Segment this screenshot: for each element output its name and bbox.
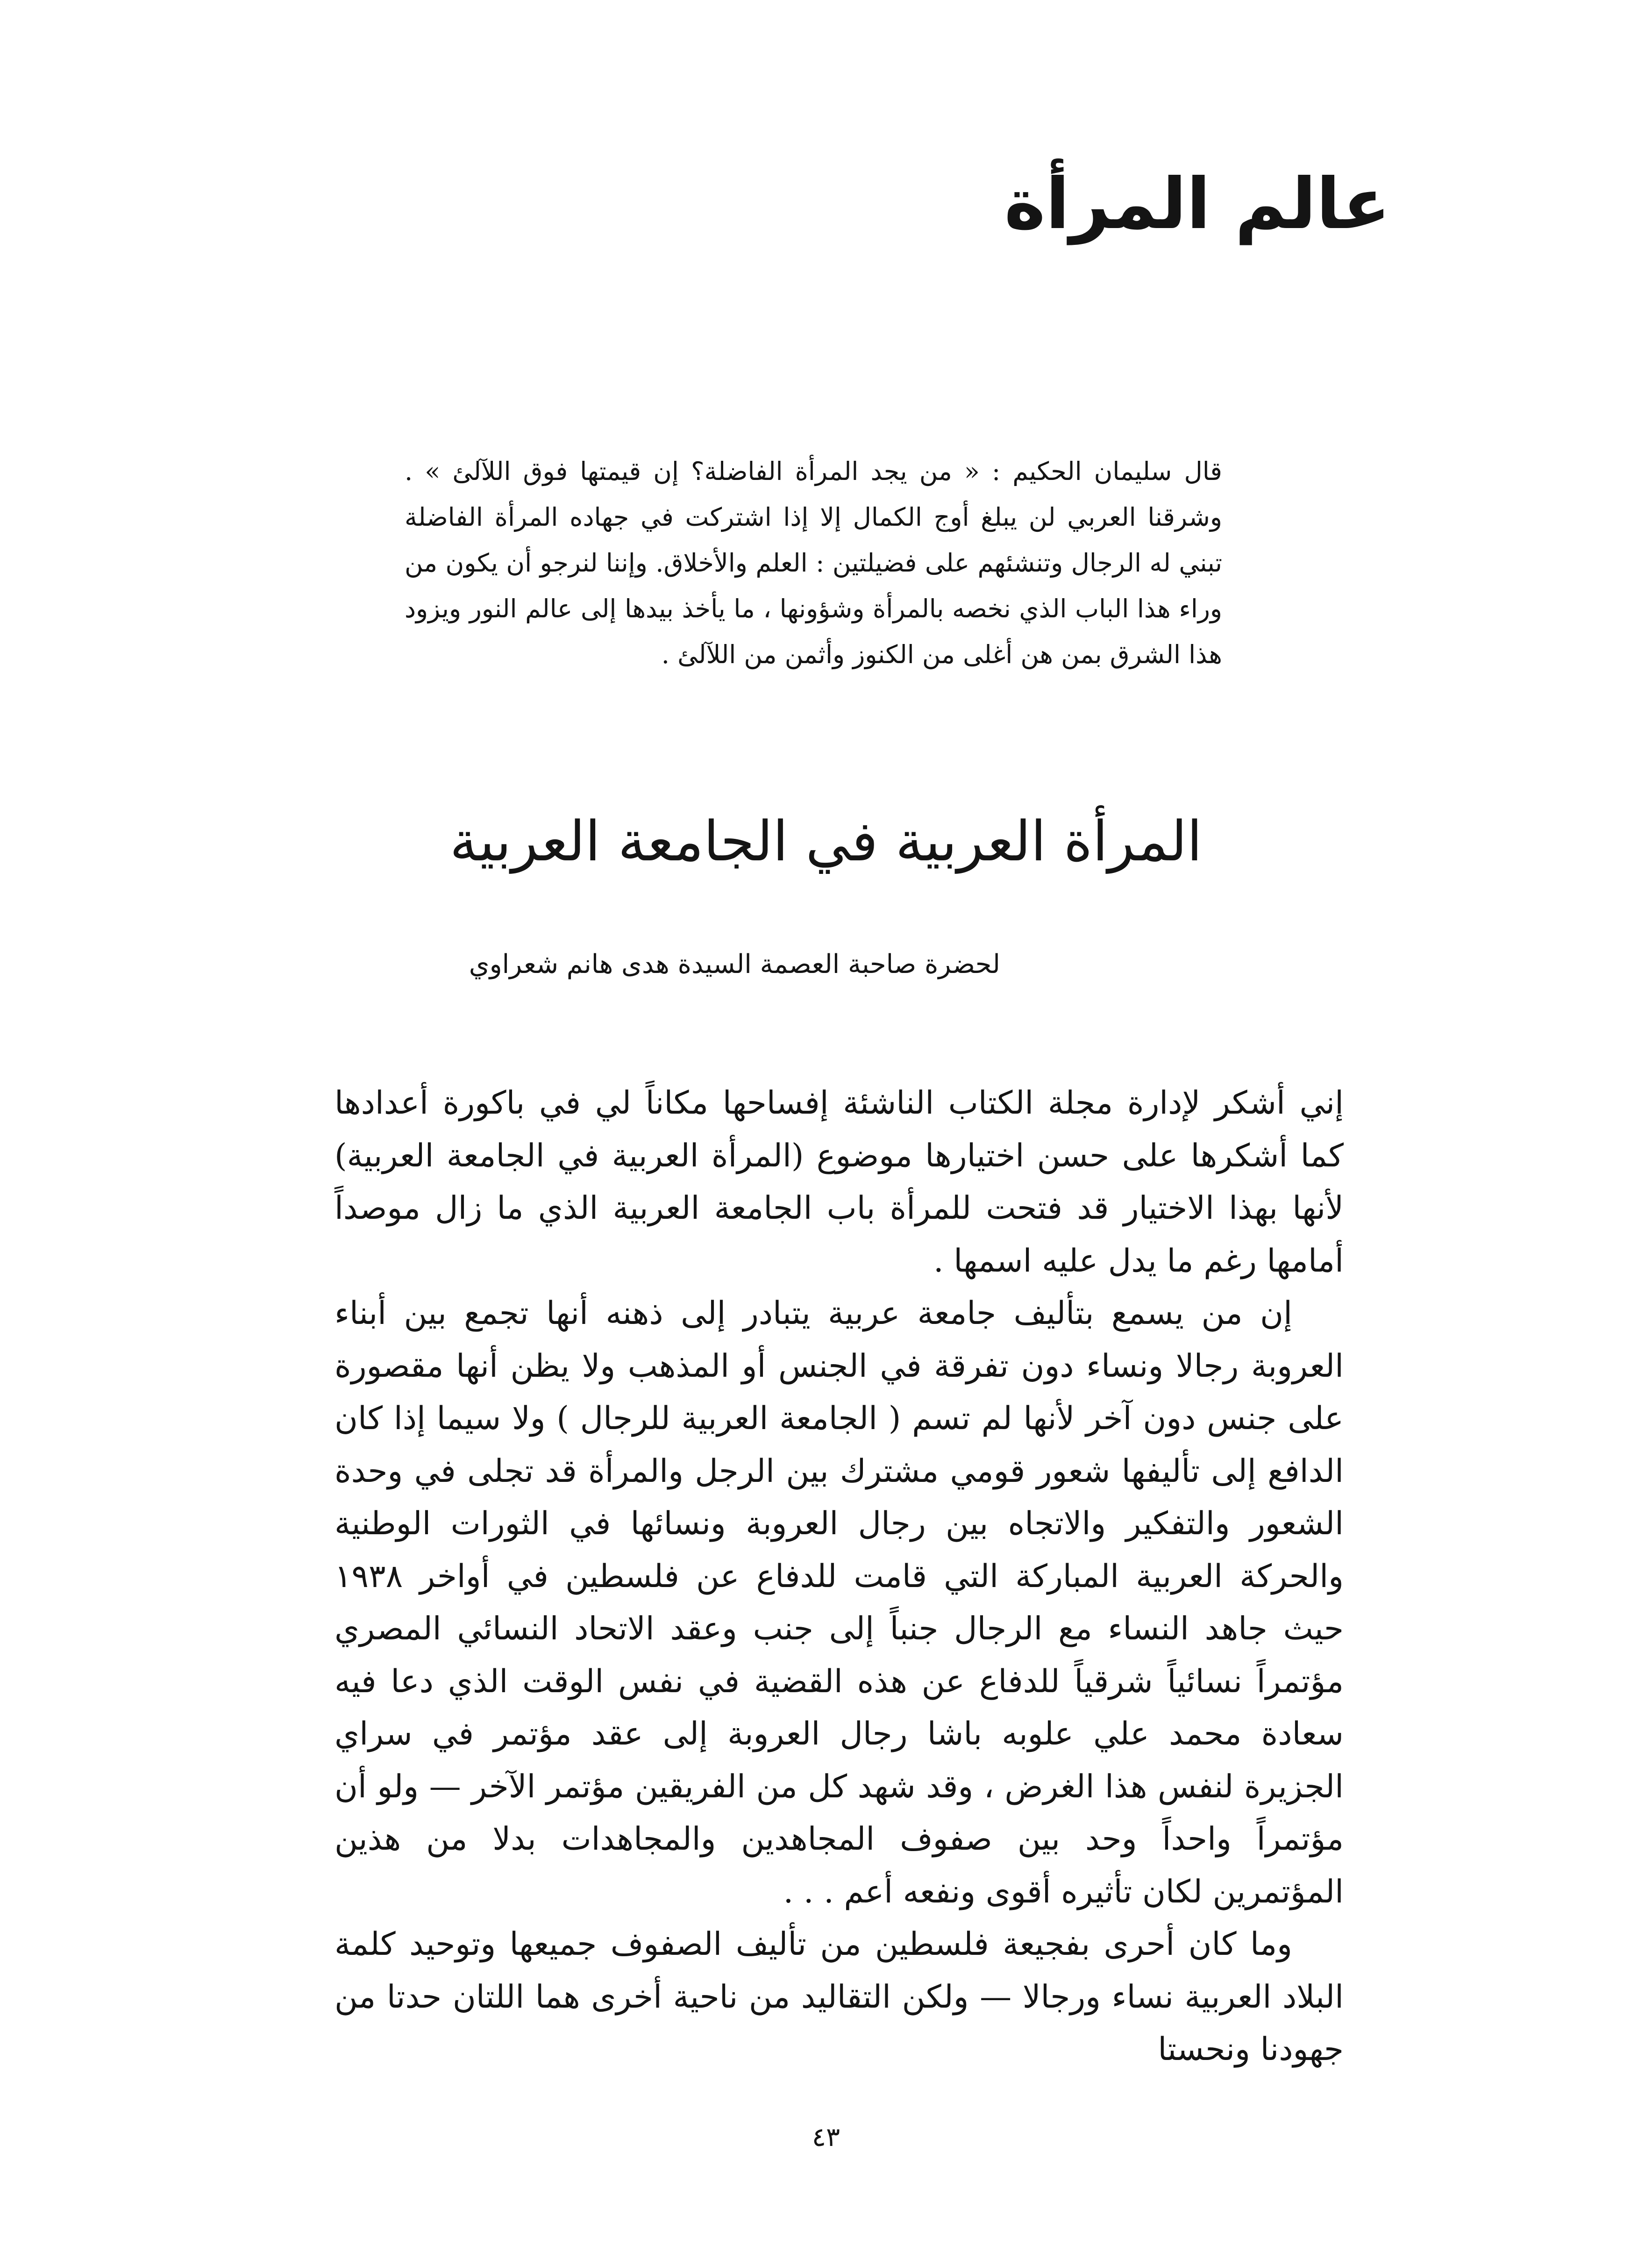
epigraph: قال سليمان الحكيم : « من يجد المرأة الفاضلة؟ إن قيمتها فوق اللآلئ » . وشرقنا العربي لن يبلغ أوج الكمال إلا إذا اشتركت في جهاده المرأة الفاضلة تبني له الرجال وتنشئهم على فضيلتين : العلم والأخلاق. وإننا لنرجو أن يكون من وراء هذا الباب الذي نخصه بالمرأة وشؤونها ، ما يأخذ بيدها إلى عالم النور ويزود هذا الشرق بمن هن أغلى من الكنوز وأثمن من اللآلئ . xyxy=(405,457,1222,669)
body-paragraph: إن من يسمع بتأليف جامعة عربية يتبادر إلى ذهنه أنها تجمع بين أبناء العروبة رجالا ونساء دون تفرقة في الجنس أو المذهب ولا يظن أنها مقصورة على جنس دون آخر لأنها لم تسم ( الجامعة العربية للرجال ) ولا سيما إذا كان الدافع إلى تأليفها شعور قومي مشترك بين الرجل والمرأة قد تجلى في وحدة الشعور والتفكير والاتجاه بين رجال العروبة ونسائها في الثورات الوطنية والحركة العربية المباركة التي قامت للدفاع عن فلسطين في أواخر ١٩٣٨ حيث جاهد النساء مع الرجال جنباً إلى جنب وعقد الاتحاد النسائي المصري مؤتمراً نسائياً شرقياً للدفاع عن هذه القضية في نفس الوقت الذي دعا فيه سعادة محمد علي علوبه باشا رجال العروبة إلى عقد مؤتمر في سراي الجزيرة لنفس هذا الغرض ، وقد شهد كل من الفريقين مؤتمر الآخر — ولو أن مؤتمراً واحداً وحد بين صفوف المجاهدين والمجاهدات بدلا من هذين المؤتمرين لكان تأثيره أقوى ونفعه أعم . . . xyxy=(335,1295,1344,1910)
article-title: المرأة العربية في الجامعة العربية xyxy=(449,809,1203,873)
body-paragraph: إني أشكر لإدارة مجلة الكتاب الناشئة إفساحها مكاناً لي في باكورة أعدادها كما أشكرها على حسن اختيارها موضوع (المرأة العربية في الجامعة العربية) لأنها بهذا الاختيار قد فتحت للمرأة باب الجامعة العربية الذي ما زال موصداً أمامها رغم ما يدل عليه اسمها . xyxy=(335,1085,1344,1280)
page-number: ٤٣ xyxy=(812,2122,840,2153)
body-paragraph: وما كان أحرى بفجيعة فلسطين من تأليف الصفوف جميعها وتوحيد كلمة البلاد العربية نساء ورجالا — ولكن التقاليد من ناحية أخرى هما اللتان حدتا من جهودنا ونحستا xyxy=(335,1926,1344,2068)
article-byline: لحضرة صاحبة العصمة السيدة هدى هانم شعراوي xyxy=(469,949,1000,980)
section-title: عالم المرأة xyxy=(1004,164,1390,245)
article-body xyxy=(335,1077,1344,2076)
